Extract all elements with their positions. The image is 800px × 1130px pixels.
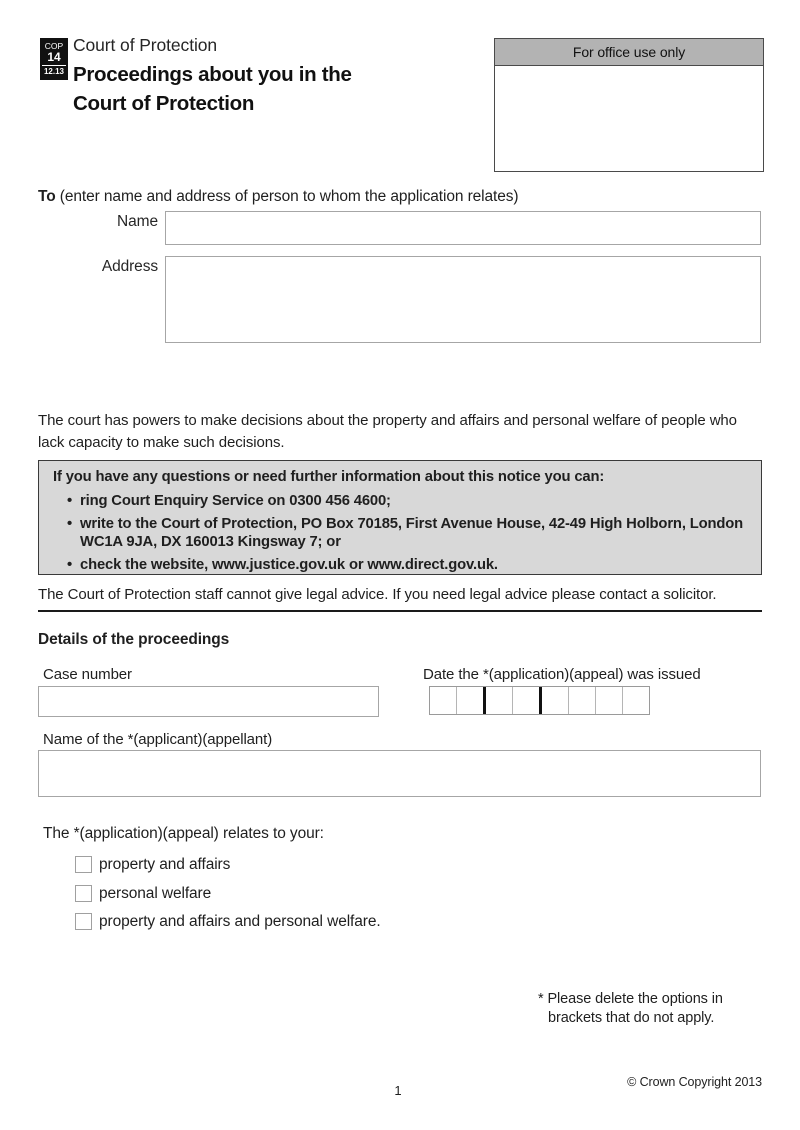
checkbox-label: property and affairs and personal welfare. — [99, 913, 381, 930]
badge-cop: COP — [44, 41, 64, 51]
page-number: 1 — [394, 1083, 402, 1098]
office-use-box — [494, 38, 764, 172]
checkbox-property-and-welfare[interactable] — [75, 913, 92, 930]
applicant-name-input[interactable] — [38, 750, 761, 797]
info-bullet-website: • check the website, www.justice.gov.uk or www.direct.gov.uk. — [53, 556, 747, 574]
page-title-line1: Proceedings about you in the — [73, 63, 352, 86]
date-cell-day-1[interactable] — [430, 687, 457, 714]
form-code-badge — [40, 38, 68, 80]
address-input[interactable] — [165, 256, 761, 343]
address-label: Address — [101, 258, 158, 275]
to-hint: (enter name and address of person to whom the application relates) — [55, 188, 519, 205]
relates-to-label: The *(application)(appeal) relates to your: — [43, 825, 324, 842]
checkbox-label: property and affairs — [99, 856, 231, 873]
date-issued-grid — [429, 686, 650, 715]
date-cell-year-4[interactable] — [623, 687, 649, 714]
org-title: Court of Protection — [73, 35, 218, 55]
info-box-heading: If you have any questions or need further information about this notice you can: — [53, 469, 605, 485]
badge-version: 12.13 — [43, 67, 65, 76]
name-input[interactable] — [165, 211, 761, 245]
info-bullet-address: • write to the Court of Protection, PO Box 70185, First Avenue House, 42-49 High Holborn, London WC1A 9JA, DX 160013 Kingsway 7; or — [53, 515, 747, 551]
to-instruction — [38, 188, 518, 206]
contact-info-box — [38, 460, 762, 575]
applicant-name-label: Name of the *(applicant)(appellant) — [43, 731, 273, 748]
date-cell-month-2[interactable] — [513, 687, 542, 714]
info-box-list — [53, 492, 747, 574]
badge-number: 14 — [47, 50, 61, 64]
info-bullet-phone: • ring Court Enquiry Service on 0300 456 4600; — [53, 492, 747, 510]
section-divider — [38, 610, 762, 612]
case-number-input[interactable] — [38, 686, 379, 717]
date-cell-day-2[interactable] — [457, 687, 486, 714]
footnote-line1: * Please delete the options in — [538, 991, 723, 1007]
date-cell-year-1[interactable] — [542, 687, 569, 714]
to-label: To — [38, 188, 56, 205]
asterisk-footnote — [538, 990, 738, 1028]
badge-divider — [42, 65, 66, 66]
legal-advice-note: The Court of Protection staff cannot give legal advice. If you need legal advice please contact a solicitor. — [38, 586, 717, 603]
page-title — [73, 60, 453, 118]
case-number-label: Case number — [43, 666, 132, 683]
checkbox-label: personal welfare — [99, 885, 212, 902]
intro-paragraph: The court has powers to make decisions about the property and affairs and personal welfare of people who lack capacity to make such decisions. — [38, 412, 737, 451]
proceedings-heading: Details of the proceedings — [38, 631, 230, 648]
date-cell-year-3[interactable] — [596, 687, 623, 714]
name-label: Name — [117, 213, 158, 230]
date-issued-label: Date the *(application)(appeal) was issued — [423, 666, 701, 683]
page-title-line2: Court of Protection — [73, 92, 255, 115]
checkbox-property-and-affairs[interactable] — [75, 856, 92, 873]
footnote-line2: brackets that do not apply. — [548, 1010, 715, 1026]
copyright-notice: © Crown Copyright 2013 — [627, 1075, 762, 1089]
office-use-header: For office use only — [495, 39, 763, 66]
date-cell-month-1[interactable] — [486, 687, 513, 714]
date-cell-year-2[interactable] — [569, 687, 596, 714]
checkbox-personal-welfare[interactable] — [75, 885, 92, 902]
